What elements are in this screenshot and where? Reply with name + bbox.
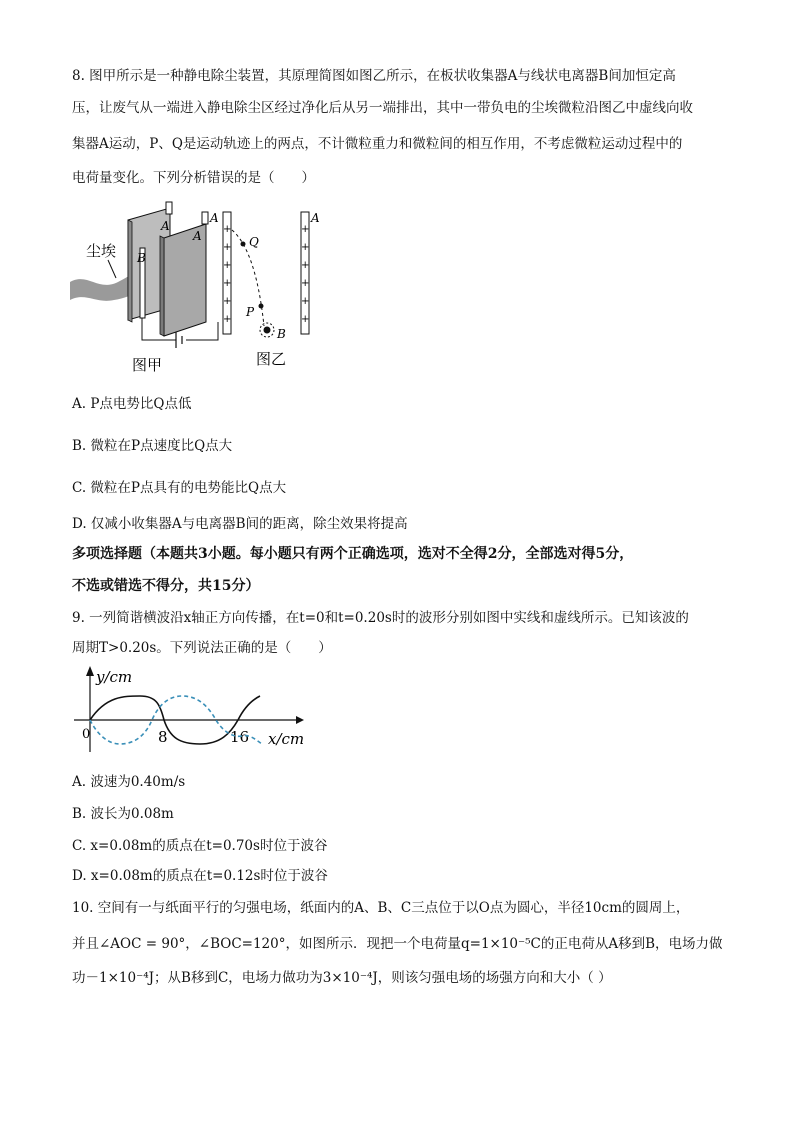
svg-text:+: + — [301, 278, 310, 289]
svg-text:+: + — [223, 242, 232, 253]
section-heading-1: 多项选择题（本题共3小题。每小题只有两个正确选项，选对不全得2分，全部选对得5分， — [72, 546, 634, 562]
q8-option-b: B. 微粒在P点速度比Q点大 — [72, 438, 233, 454]
q10-line-3: 功－1×10⁻⁴J；从B移到C，电场力做功为3×10⁻⁴J，则该匀强电场的场强方向和大小（ ） — [72, 970, 612, 986]
q8-option-c: C. 微粒在P点具有的电势能比Q点大 — [72, 480, 287, 496]
q9-line-1: 9. 一列简谐横波沿x轴正方向传播，在t=0和t=0.20s时的波形分别如图中实线和虚线所示。已知该波的 — [72, 610, 689, 626]
q9-option-d: D. x=0.08m的质点在t=0.12s时位于波谷 — [72, 868, 328, 884]
caption-yi: 图乙 — [256, 350, 287, 368]
q8-line-1: 8. 图甲所示是一种静电除尘装置，其原理简图如图乙所示，在板状收集器A与线状电离器B间加恒定高 — [72, 68, 676, 84]
label-P: P — [246, 305, 255, 319]
q8-figure — [68, 200, 348, 380]
label-B-yi: B — [277, 327, 286, 341]
x-axis-label: x/cm — [268, 730, 305, 748]
svg-text:+: + — [301, 242, 310, 253]
q9-option-c: C. x=0.08m的质点在t=0.70s时位于波谷 — [72, 838, 328, 854]
dust-label: 尘埃 — [86, 242, 117, 260]
label-B-jia: B — [137, 251, 146, 265]
q10-line-1: 10. 空间有一与纸面平行的匀强电场，纸面内的A、B、C三点位于以O点为圆心，半径10cm的圆周上， — [72, 900, 690, 916]
q8-option-d: D. 仅减小收集器A与电离器B间的距离，除尘效果将提高 — [72, 516, 408, 532]
q9-option-b: B. 波长为0.08m — [72, 806, 174, 822]
svg-text:+: + — [301, 224, 310, 235]
label-A-jia-2: A — [193, 229, 202, 243]
q8-line-3: 集器A运动，P、Q是运动轨迹上的两点，不计微粒重力和微粒间的相互作用，不考虑微粒运动过程中的 — [72, 136, 683, 152]
tick-8: 8 — [158, 728, 168, 746]
q8-option-a: A. P点电势比Q点低 — [72, 396, 192, 412]
svg-text:+: + — [223, 314, 232, 325]
q8-line-2: 压，让废气从一端进入静电除尘区经过净化后从另一端排出，其中一带负电的尘埃微粒沿图乙中虚线向收 — [72, 100, 693, 116]
q9-wave-chart — [70, 664, 320, 754]
label-A-yi-2: A — [311, 211, 320, 225]
label-A-jia-1: A — [161, 219, 170, 233]
svg-text:+: + — [223, 278, 232, 289]
svg-text:+: + — [223, 224, 232, 235]
y-axis-label: y/cm — [96, 668, 133, 686]
caption-jia: 图甲 — [132, 356, 163, 374]
q10-line-2: 并且∠AOC = 90°，∠BOC=120°，如图所示．现把一个电荷量q=1×10⁻⁵C的正电荷从A移到B，电场力做 — [72, 936, 723, 952]
svg-text:+: + — [301, 296, 310, 307]
q8-line-4: 电荷量变化。下列分析错误的是（ ） — [72, 170, 315, 186]
section-heading-2: 不选或错选不得分，共15分） — [72, 578, 260, 594]
svg-text:+: + — [301, 260, 310, 271]
tick-16: 16 — [230, 728, 250, 746]
svg-text:+: + — [223, 296, 232, 307]
svg-text:+: + — [301, 314, 310, 325]
label-A-yi-1: A — [210, 211, 219, 225]
q9-option-a: A. 波速为0.40m/s — [72, 774, 186, 790]
svg-text:+: + — [223, 260, 232, 271]
q9-line-2: 周期T>0.20s。下列说法正确的是（ ） — [72, 640, 332, 656]
label-Q: Q — [249, 235, 259, 249]
tick-0: 0 — [82, 727, 91, 742]
